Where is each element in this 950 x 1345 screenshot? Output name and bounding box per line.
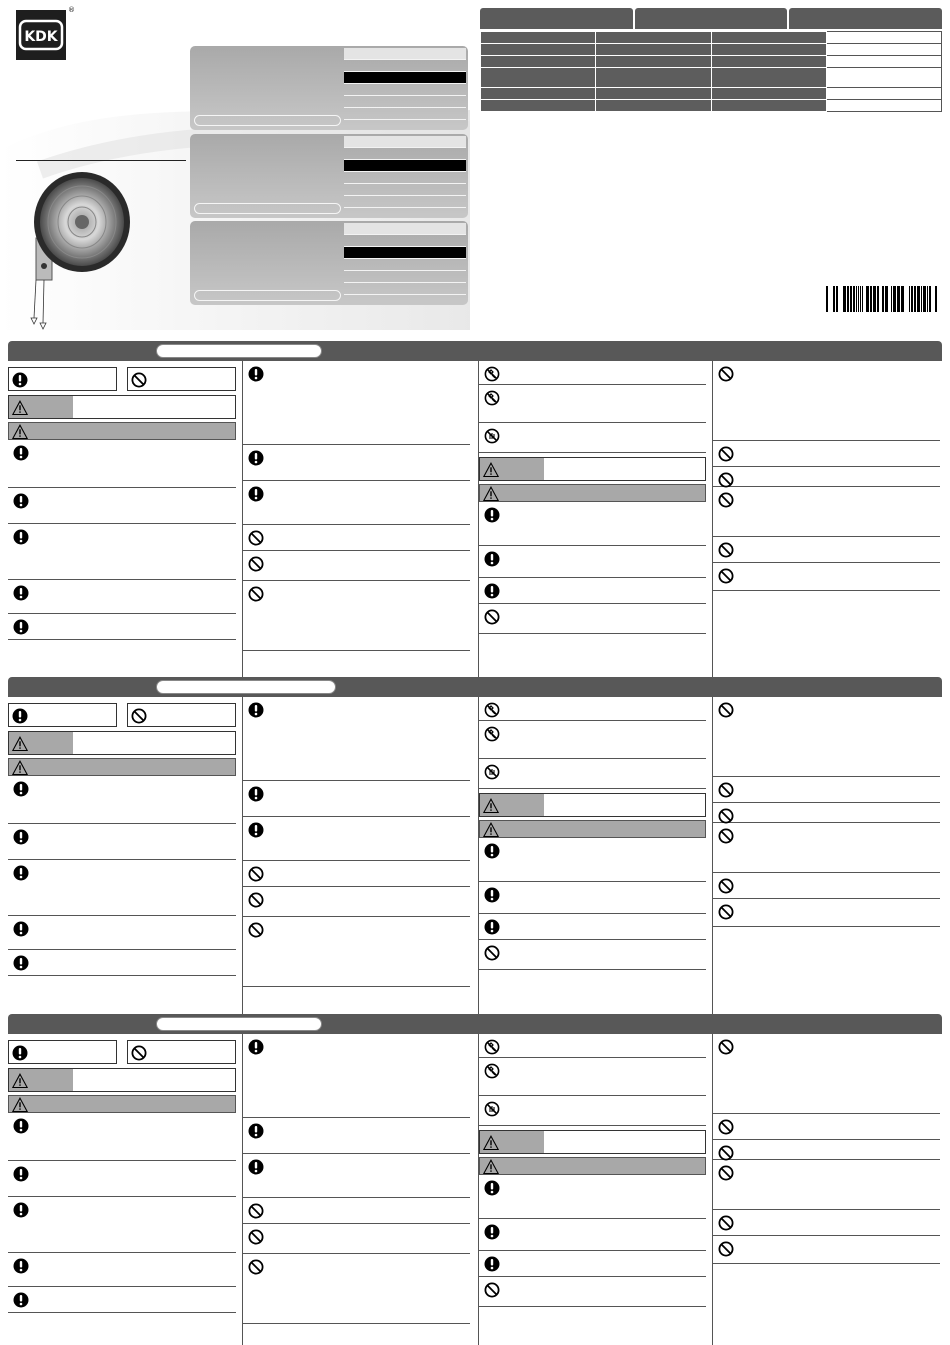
no-entry-circle-icon: [248, 1203, 264, 1219]
exclamation-circle-icon: [248, 822, 264, 838]
safety-item: [8, 1197, 236, 1253]
model-panel-1: [190, 46, 468, 130]
warning-triangle-icon: [483, 486, 499, 502]
section-column: [8, 697, 236, 1017]
no-entry-circle-icon: [484, 609, 500, 625]
no-entry-circle-icon: [718, 1145, 734, 1161]
safety-section-3: [8, 1014, 942, 1034]
safety-item: [713, 563, 940, 591]
warning-triangle-icon: [483, 822, 499, 838]
barcode-bar: [935, 286, 937, 312]
exclamation-circle-icon: [13, 1202, 29, 1218]
safety-item: [243, 1118, 470, 1154]
safety-item: [713, 441, 940, 467]
safety-item: [479, 1219, 706, 1251]
warning-triangle-icon: [12, 1097, 28, 1113]
caution-tag: [480, 794, 544, 816]
safety-item: [8, 1161, 236, 1197]
safety-item: [479, 914, 706, 940]
section-language-pill: [156, 680, 336, 694]
warning-triangle-icon: [12, 400, 28, 416]
safety-item: [479, 502, 706, 546]
safety-item: [243, 1034, 470, 1118]
safety-item: [479, 423, 706, 453]
barcode-bar: [847, 286, 849, 312]
safety-item: [479, 546, 706, 578]
safety-item: [8, 440, 236, 488]
barcode-bar: [909, 286, 910, 312]
kdk-logo-mark: [16, 10, 66, 60]
safety-item: [243, 861, 470, 887]
svg-text:KDK: KDK: [24, 29, 58, 45]
safety-item: [479, 1096, 706, 1126]
warning-tag: [9, 1069, 73, 1091]
warning-label-box: [8, 1068, 236, 1092]
no-entry-circle-icon: [718, 782, 734, 798]
safety-item: [713, 777, 940, 803]
exclamation-circle-icon: [13, 1258, 29, 1274]
safety-item: [8, 614, 236, 640]
barcode-bar: [866, 286, 869, 312]
barcode-bar: [885, 286, 888, 312]
symbol-legend: [8, 367, 236, 391]
safety-item: [479, 361, 706, 385]
exclamation-circle-icon: [484, 583, 500, 599]
no-entry-circle-icon: [718, 1039, 734, 1055]
kdk-logo: [16, 10, 66, 60]
caution-tag: [480, 458, 544, 480]
safety-item: [713, 1160, 940, 1210]
wall-fan-illustration: [10, 168, 140, 330]
barcode-bar: [917, 286, 920, 312]
safety-item: [479, 882, 706, 914]
exclamation-circle-icon: [484, 551, 500, 567]
barcode-bar: [850, 286, 852, 312]
safety-item: [8, 524, 236, 580]
no-entry-circle-icon: [718, 1119, 734, 1135]
safety-item: [479, 1058, 706, 1096]
exclamation-circle-icon: [248, 702, 264, 718]
safety-item: [479, 385, 706, 423]
barcode-bar: [921, 286, 922, 312]
caution-label-box: [479, 457, 706, 481]
safety-item: [243, 481, 470, 525]
barcode-bar: [882, 286, 884, 312]
safety-item: [479, 838, 706, 882]
warning-triangle-icon: [483, 462, 499, 478]
no-entry-circle-icon: [718, 472, 734, 488]
section-column: [8, 361, 236, 681]
safety-item: [243, 1254, 470, 1324]
warning-tag: [9, 396, 73, 418]
section-column: [712, 361, 940, 681]
model-panel-label: [194, 290, 341, 301]
no-disassemble-icon: [484, 366, 500, 382]
barcode-bar: [833, 286, 835, 312]
warning-triangle-icon: [483, 1135, 499, 1151]
exclamation-circle-icon: [484, 507, 500, 523]
safety-item: [479, 604, 706, 634]
safety-item: [713, 1236, 940, 1264]
no-entry-circle-icon: [248, 556, 264, 572]
safety-item: [8, 776, 236, 824]
safety-item: [8, 950, 236, 976]
no-entry-circle-icon: [131, 708, 147, 724]
model-panel-label: [194, 203, 341, 214]
no-entry-circle-icon: [131, 1045, 147, 1061]
safety-item: [713, 823, 940, 873]
safety-item: [713, 467, 940, 487]
caution-heading-bar: [479, 820, 706, 838]
safety-item: [479, 1034, 706, 1058]
no-entry-circle-icon: [248, 892, 264, 908]
no-entry-circle-icon: [248, 530, 264, 546]
exclamation-circle-icon: [13, 955, 29, 971]
safety-item: [243, 697, 470, 781]
safety-section-2: [8, 677, 942, 697]
model-panel-3: [190, 221, 468, 305]
safety-item: [713, 1114, 940, 1140]
no-entry-circle-icon: [718, 492, 734, 508]
no-entry-circle-icon: [484, 1282, 500, 1298]
barcode-bar: [860, 286, 861, 312]
safety-item: [243, 525, 470, 551]
exclamation-circle-icon: [13, 1166, 29, 1182]
registered-mark: ®: [68, 6, 75, 14]
barcode-bar: [901, 286, 904, 312]
barcode-bar: [853, 286, 855, 312]
barcode-bar: [858, 286, 859, 312]
no-entry-circle-icon: [718, 1165, 734, 1181]
safety-item: [243, 551, 470, 581]
legend-box-mandatory: [8, 1040, 117, 1064]
warning-triangle-icon: [483, 1159, 499, 1175]
no-entry-circle-icon: [484, 945, 500, 961]
legend-box-mandatory: [8, 367, 117, 391]
safety-item: [713, 361, 940, 441]
no-disassemble-icon: [484, 1063, 500, 1079]
section-column: [712, 1034, 940, 1345]
section-language-pill: [156, 344, 322, 358]
safety-item: [713, 1140, 940, 1160]
exclamation-circle-icon: [13, 585, 29, 601]
exclamation-circle-icon: [13, 1118, 29, 1134]
safety-item: [713, 873, 940, 899]
exclamation-circle-icon: [484, 843, 500, 859]
safety-item: [243, 887, 470, 917]
safety-item: [713, 803, 940, 823]
exclamation-circle-icon: [484, 887, 500, 903]
barcode-bar: [873, 286, 876, 312]
exclamation-circle-icon: [248, 1039, 264, 1055]
safety-item: [713, 537, 940, 563]
exclamation-circle-icon: [12, 372, 28, 388]
safety-item: [8, 580, 236, 614]
exclamation-circle-icon: [484, 1256, 500, 1272]
no-entry-circle-icon: [248, 586, 264, 602]
no-entry-circle-icon: [718, 1241, 734, 1257]
no-wet-hands-icon: [484, 428, 500, 444]
no-entry-circle-icon: [248, 1229, 264, 1245]
exclamation-circle-icon: [248, 366, 264, 382]
exclamation-circle-icon: [248, 786, 264, 802]
safety-item: [479, 721, 706, 759]
exclamation-circle-icon: [248, 486, 264, 502]
warning-tag: [9, 732, 73, 754]
safety-item: [243, 1198, 470, 1224]
barcode-bar: [897, 286, 900, 312]
safety-item: [8, 916, 236, 950]
legend-box-mandatory: [8, 703, 117, 727]
safety-item: [479, 940, 706, 970]
no-entry-circle-icon: [248, 866, 264, 882]
no-entry-circle-icon: [248, 922, 264, 938]
section-header-bar: [8, 341, 942, 361]
no-disassemble-icon: [484, 1039, 500, 1055]
legend-box-prohibited: [127, 367, 236, 391]
section-column: [8, 1034, 236, 1345]
barcode-bar: [893, 286, 896, 312]
no-disassemble-icon: [484, 702, 500, 718]
warning-heading-bar: [8, 422, 236, 440]
safety-item: [8, 1113, 236, 1161]
symbol-legend: [8, 703, 236, 727]
exclamation-circle-icon: [13, 619, 29, 635]
exclamation-circle-icon: [484, 1180, 500, 1196]
caution-label-box: [479, 793, 706, 817]
no-entry-circle-icon: [718, 568, 734, 584]
warning-label-box: [8, 731, 236, 755]
exclamation-circle-icon: [12, 708, 28, 724]
exclamation-circle-icon: [13, 781, 29, 797]
no-wet-hands-icon: [484, 764, 500, 780]
warning-triangle-icon: [483, 798, 499, 814]
barcode-bar: [826, 286, 828, 312]
safety-item: [479, 1277, 706, 1307]
exclamation-circle-icon: [13, 445, 29, 461]
barcode-bar: [911, 286, 913, 312]
caution-heading-bar: [479, 484, 706, 502]
no-wet-hands-icon: [484, 1101, 500, 1117]
safety-item: [8, 1253, 236, 1287]
symbol-legend: [8, 1040, 236, 1064]
exclamation-circle-icon: [13, 529, 29, 545]
model-panel-label: [194, 115, 341, 126]
section-header-bar: [8, 677, 942, 697]
no-entry-circle-icon: [718, 702, 734, 718]
safety-item: [243, 1154, 470, 1198]
safety-item: [479, 1251, 706, 1277]
safety-item: [713, 1034, 940, 1114]
spec-table-header: [480, 8, 942, 29]
safety-item: [243, 581, 470, 651]
warning-triangle-icon: [12, 760, 28, 776]
exclamation-circle-icon: [484, 919, 500, 935]
section-column: [478, 361, 706, 681]
caution-heading-bar: [479, 1157, 706, 1175]
no-entry-circle-icon: [718, 828, 734, 844]
warning-triangle-icon: [12, 1073, 28, 1089]
safety-item: [8, 824, 236, 860]
safety-item: [8, 488, 236, 524]
barcode-bar: [870, 286, 872, 312]
section-language-pill: [156, 1017, 322, 1031]
no-entry-circle-icon: [131, 372, 147, 388]
section-column: [478, 1034, 706, 1345]
no-entry-circle-icon: [718, 878, 734, 894]
exclamation-circle-icon: [13, 1292, 29, 1308]
caution-label-box: [479, 1130, 706, 1154]
no-entry-circle-icon: [718, 1215, 734, 1231]
safety-item: [713, 899, 940, 927]
no-disassemble-icon: [484, 726, 500, 742]
exclamation-circle-icon: [13, 493, 29, 509]
warning-triangle-icon: [12, 424, 28, 440]
exclamation-circle-icon: [248, 1123, 264, 1139]
no-entry-circle-icon: [718, 542, 734, 558]
barcode-bar: [862, 286, 863, 312]
no-entry-circle-icon: [248, 1259, 264, 1275]
exclamation-circle-icon: [12, 1045, 28, 1061]
cover-title-rule: [16, 160, 186, 161]
section-column: [712, 697, 940, 1017]
no-entry-circle-icon: [718, 904, 734, 920]
barcode-bar: [914, 286, 916, 312]
safety-item: [243, 917, 470, 987]
no-entry-circle-icon: [718, 366, 734, 382]
exclamation-circle-icon: [484, 1224, 500, 1240]
section-header-bar: [8, 1014, 942, 1034]
legend-box-prohibited: [127, 1040, 236, 1064]
barcode-bar: [929, 286, 931, 312]
safety-item: [243, 361, 470, 445]
exclamation-circle-icon: [13, 829, 29, 845]
exclamation-circle-icon: [248, 1159, 264, 1175]
no-disassemble-icon: [484, 390, 500, 406]
section-column: [478, 697, 706, 1017]
barcode-bar: [891, 286, 892, 312]
spec-table: [480, 31, 942, 112]
safety-item: [243, 445, 470, 481]
no-entry-circle-icon: [718, 446, 734, 462]
safety-item: [243, 817, 470, 861]
barcode-bar: [923, 286, 926, 312]
section-column: [242, 697, 470, 1017]
barcode-bar: [927, 286, 928, 312]
exclamation-circle-icon: [13, 921, 29, 937]
warning-label-box: [8, 395, 236, 419]
safety-section-1: [8, 341, 942, 361]
safety-item: [479, 578, 706, 604]
barcode: [826, 286, 938, 312]
model-panel-2: [190, 134, 468, 218]
safety-item: [243, 781, 470, 817]
exclamation-circle-icon: [248, 450, 264, 466]
safety-item: [8, 860, 236, 916]
warning-heading-bar: [8, 758, 236, 776]
barcode-bar: [836, 286, 838, 312]
section-column: [242, 1034, 470, 1345]
barcode-bar: [843, 286, 846, 312]
no-entry-circle-icon: [718, 808, 734, 824]
safety-item: [243, 1224, 470, 1254]
safety-item: [713, 487, 940, 537]
section-column: [242, 361, 470, 681]
caution-tag: [480, 1131, 544, 1153]
safety-item: [713, 1210, 940, 1236]
warning-heading-bar: [8, 1095, 236, 1113]
warning-triangle-icon: [12, 736, 28, 752]
safety-item: [479, 1175, 706, 1219]
barcode-bar: [877, 286, 879, 312]
safety-item: [479, 697, 706, 721]
safety-item: [713, 697, 940, 777]
barcode-bar: [856, 286, 857, 312]
safety-item: [479, 759, 706, 789]
legend-box-prohibited: [127, 703, 236, 727]
exclamation-circle-icon: [13, 865, 29, 881]
safety-item: [8, 1287, 236, 1313]
